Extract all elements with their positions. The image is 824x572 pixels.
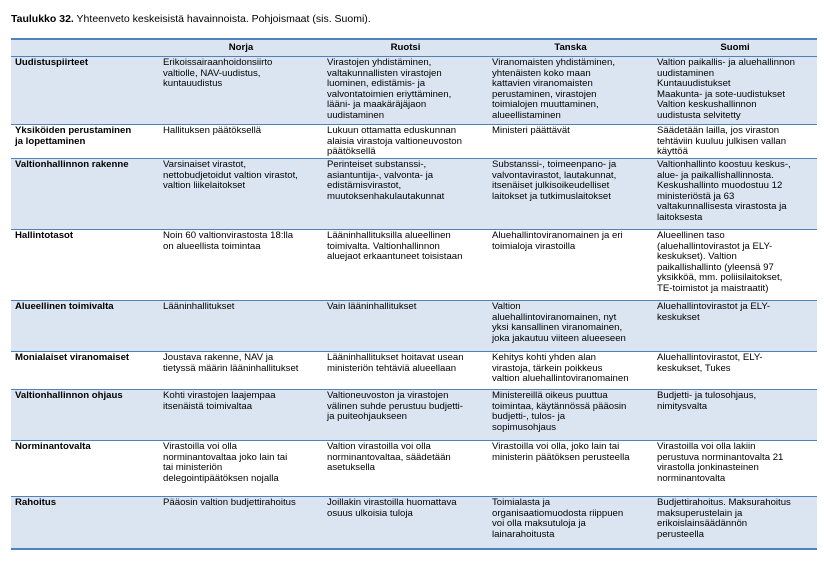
cell-tanska: Ministeri päättävät <box>488 125 653 159</box>
table-row <box>11 125 817 159</box>
cell-suomi: Valtion paikallis- ja aluehallinnon uudistaminen Kuntauudistukset Maakunta- ja sote-uudistukset Valtion keskushallinnon uudistusta selvitetty <box>653 57 817 125</box>
row-header: Yksiköiden perustaminen ja lopettaminen <box>11 125 159 159</box>
cell-ruotsi: Vain lääninhallitukset <box>323 301 488 352</box>
row-header: Norminantovalta <box>11 441 159 497</box>
header-row <box>11 39 817 57</box>
header-cell-norja: Norja <box>159 39 323 57</box>
row-header: Uudistuspiirteet <box>11 57 159 125</box>
cell-norja: Varsinaiset virastot, nettobudjetoidut valtion virastot, valtion liikelaitokset <box>159 159 323 230</box>
summary-table <box>11 38 817 550</box>
cell-suomi: Säädetään lailla, jos viraston tehtäviin kuuluu julkisen vallan käyttöä <box>653 125 817 159</box>
cell-norja: Noin 60 valtionvirastosta 18:lla on alueellista toimintaa <box>159 230 323 301</box>
cell-ruotsi: Perinteiset substanssi-, asiantuntija-, valvonta- ja edistämisvirastot, muutoksenhakulautakunnat <box>323 159 488 230</box>
cell-ruotsi: Valtioneuvoston ja virastojen välinen suhde perustuu budjetti- ja puiteohjaukseen <box>323 390 488 441</box>
cell-ruotsi: Joillakin virastoilla huomattava osuus ulkoisia tuloja <box>323 497 488 550</box>
cell-suomi: Aluehallintovirastot ja ELY- keskukset <box>653 301 817 352</box>
table-row <box>11 159 817 230</box>
table-row <box>11 441 817 497</box>
cell-ruotsi: Valtion virastoilla voi olla norminantovaltaa, säädetään asetuksella <box>323 441 488 497</box>
cell-tanska: Viranomaisten yhdistäminen, yhtenäisten koko maan kattavien viranomaisten perustaminen, virastojen toimialojen muuttaminen, alueellistaminen <box>488 57 653 125</box>
row-header: Monialaiset viranomaiset <box>11 352 159 390</box>
row-header: Rahoitus <box>11 497 159 550</box>
cell-norja: Virastoilla voi olla norminantovaltaa joko lain tai tai ministeriön delegointipäätöksen nojalla <box>159 441 323 497</box>
cell-tanska: Ministereillä oikeus puuttua toimintaa, käytännössä pääosin budjetti-, tulos- ja sopimusohjaus <box>488 390 653 441</box>
cell-tanska: Toimialasta ja organisaatiomuodosta riippuen voi olla maksutuloja ja lainarahoitusta <box>488 497 653 550</box>
caption-label: Taulukko 32. <box>11 13 74 25</box>
cell-tanska: Virastoilla voi olla, joko lain tai ministerin päätöksen perusteella <box>488 441 653 497</box>
table-row <box>11 57 817 125</box>
cell-tanska: Aluehallintoviranomainen ja eri toimialoja virastoilla <box>488 230 653 301</box>
table-row <box>11 497 817 550</box>
cell-ruotsi: Lääninhallituksilla alueellinen toimivalta. Valtionhallinnon aluejaot erkaantuneet toisistaan <box>323 230 488 301</box>
cell-ruotsi: Lääninhallitukset hoitavat usean ministeriön tehtäviä alueellaan <box>323 352 488 390</box>
cell-norja: Pääosin valtion budjettirahoitus <box>159 497 323 550</box>
cell-suomi: Alueellinen taso (aluehallintovirastot ja ELY- keskukset). Valtion paikallishallinto (yleensä 97 yksikköä, mm. poliisilaitokset, TE-toimistot ja maistraatit) <box>653 230 817 301</box>
table-row <box>11 352 817 390</box>
cell-suomi: Aluehallintovirastot, ELY- keskukset, Tukes <box>653 352 817 390</box>
cell-suomi: Budjettirahoitus. Maksurahoitus maksuperustelain ja erikoislainsäädännön perusteella <box>653 497 817 550</box>
cell-norja: Lääninhallitukset <box>159 301 323 352</box>
table-body <box>11 57 817 550</box>
table-row <box>11 301 817 352</box>
header-cell-empty <box>11 39 159 57</box>
row-header: Valtionhallinnon rakenne <box>11 159 159 230</box>
cell-suomi: Virastoilla voi olla lakiin perustuva norminantovalta 21 virastolla jonkinasteinen norminantovalta <box>653 441 817 497</box>
cell-norja: Hallituksen päätöksellä <box>159 125 323 159</box>
row-header: Valtionhallinnon ohjaus <box>11 390 159 441</box>
cell-tanska: Substanssi-, toimeenpano- ja valvontavirastot, lautakunnat, itsenäiset julkisoikeudelliset laitokset ja tutkimuslaitokset <box>488 159 653 230</box>
header-cell-suomi: Suomi <box>653 39 817 57</box>
cell-tanska: Valtion aluehallintoviranomainen, nyt yksi kansallinen viranomainen, joka jakautuu viiteen alueeseen <box>488 301 653 352</box>
cell-suomi: Valtionhallinto koostuu keskus-, alue- ja paikallishallinnosta. Keskushallinto muodostuu 12 ministeriöstä ja 63 valtakunnallisesta virastosta ja laitoksesta <box>653 159 817 230</box>
row-header: Alueellinen toimivalta <box>11 301 159 352</box>
cell-ruotsi: Virastojen yhdistäminen, valtakunnallisten virastojen luominen, edistämis- ja valvontatoimien eriyttäminen, lääni- ja maakäräjäjaon uudistaminen <box>323 57 488 125</box>
table-row <box>11 230 817 301</box>
header-cell-ruotsi: Ruotsi <box>323 39 488 57</box>
cell-norja: Joustava rakenne, NAV ja tietyssä määrin lääninhallitukset <box>159 352 323 390</box>
cell-suomi: Budjetti- ja tulosohjaus, nimitysvalta <box>653 390 817 441</box>
caption-text: Yhteenveto keskeisistä havainnoista. Pohjoismaat (sis. Suomi). <box>73 13 371 25</box>
cell-norja: Erikoissairaanhoidonsiirto valtiolle, NAV-uudistus, kuntauudistus <box>159 57 323 125</box>
table-row <box>11 390 817 441</box>
cell-norja: Kohti virastojen laajempaa itsenäistä toimivaltaa <box>159 390 323 441</box>
cell-tanska: Kehitys kohti yhden alan virastoja, tärkein poikkeus valtion aluehallintoviranomainen <box>488 352 653 390</box>
table-header <box>11 39 817 57</box>
table-caption <box>11 13 371 25</box>
header-cell-tanska: Tanska <box>488 39 653 57</box>
row-header: Hallintotasot <box>11 230 159 301</box>
cell-ruotsi: Lukuun ottamatta eduskunnan alaisia virastoja valtioneuvoston päätöksellä <box>323 125 488 159</box>
